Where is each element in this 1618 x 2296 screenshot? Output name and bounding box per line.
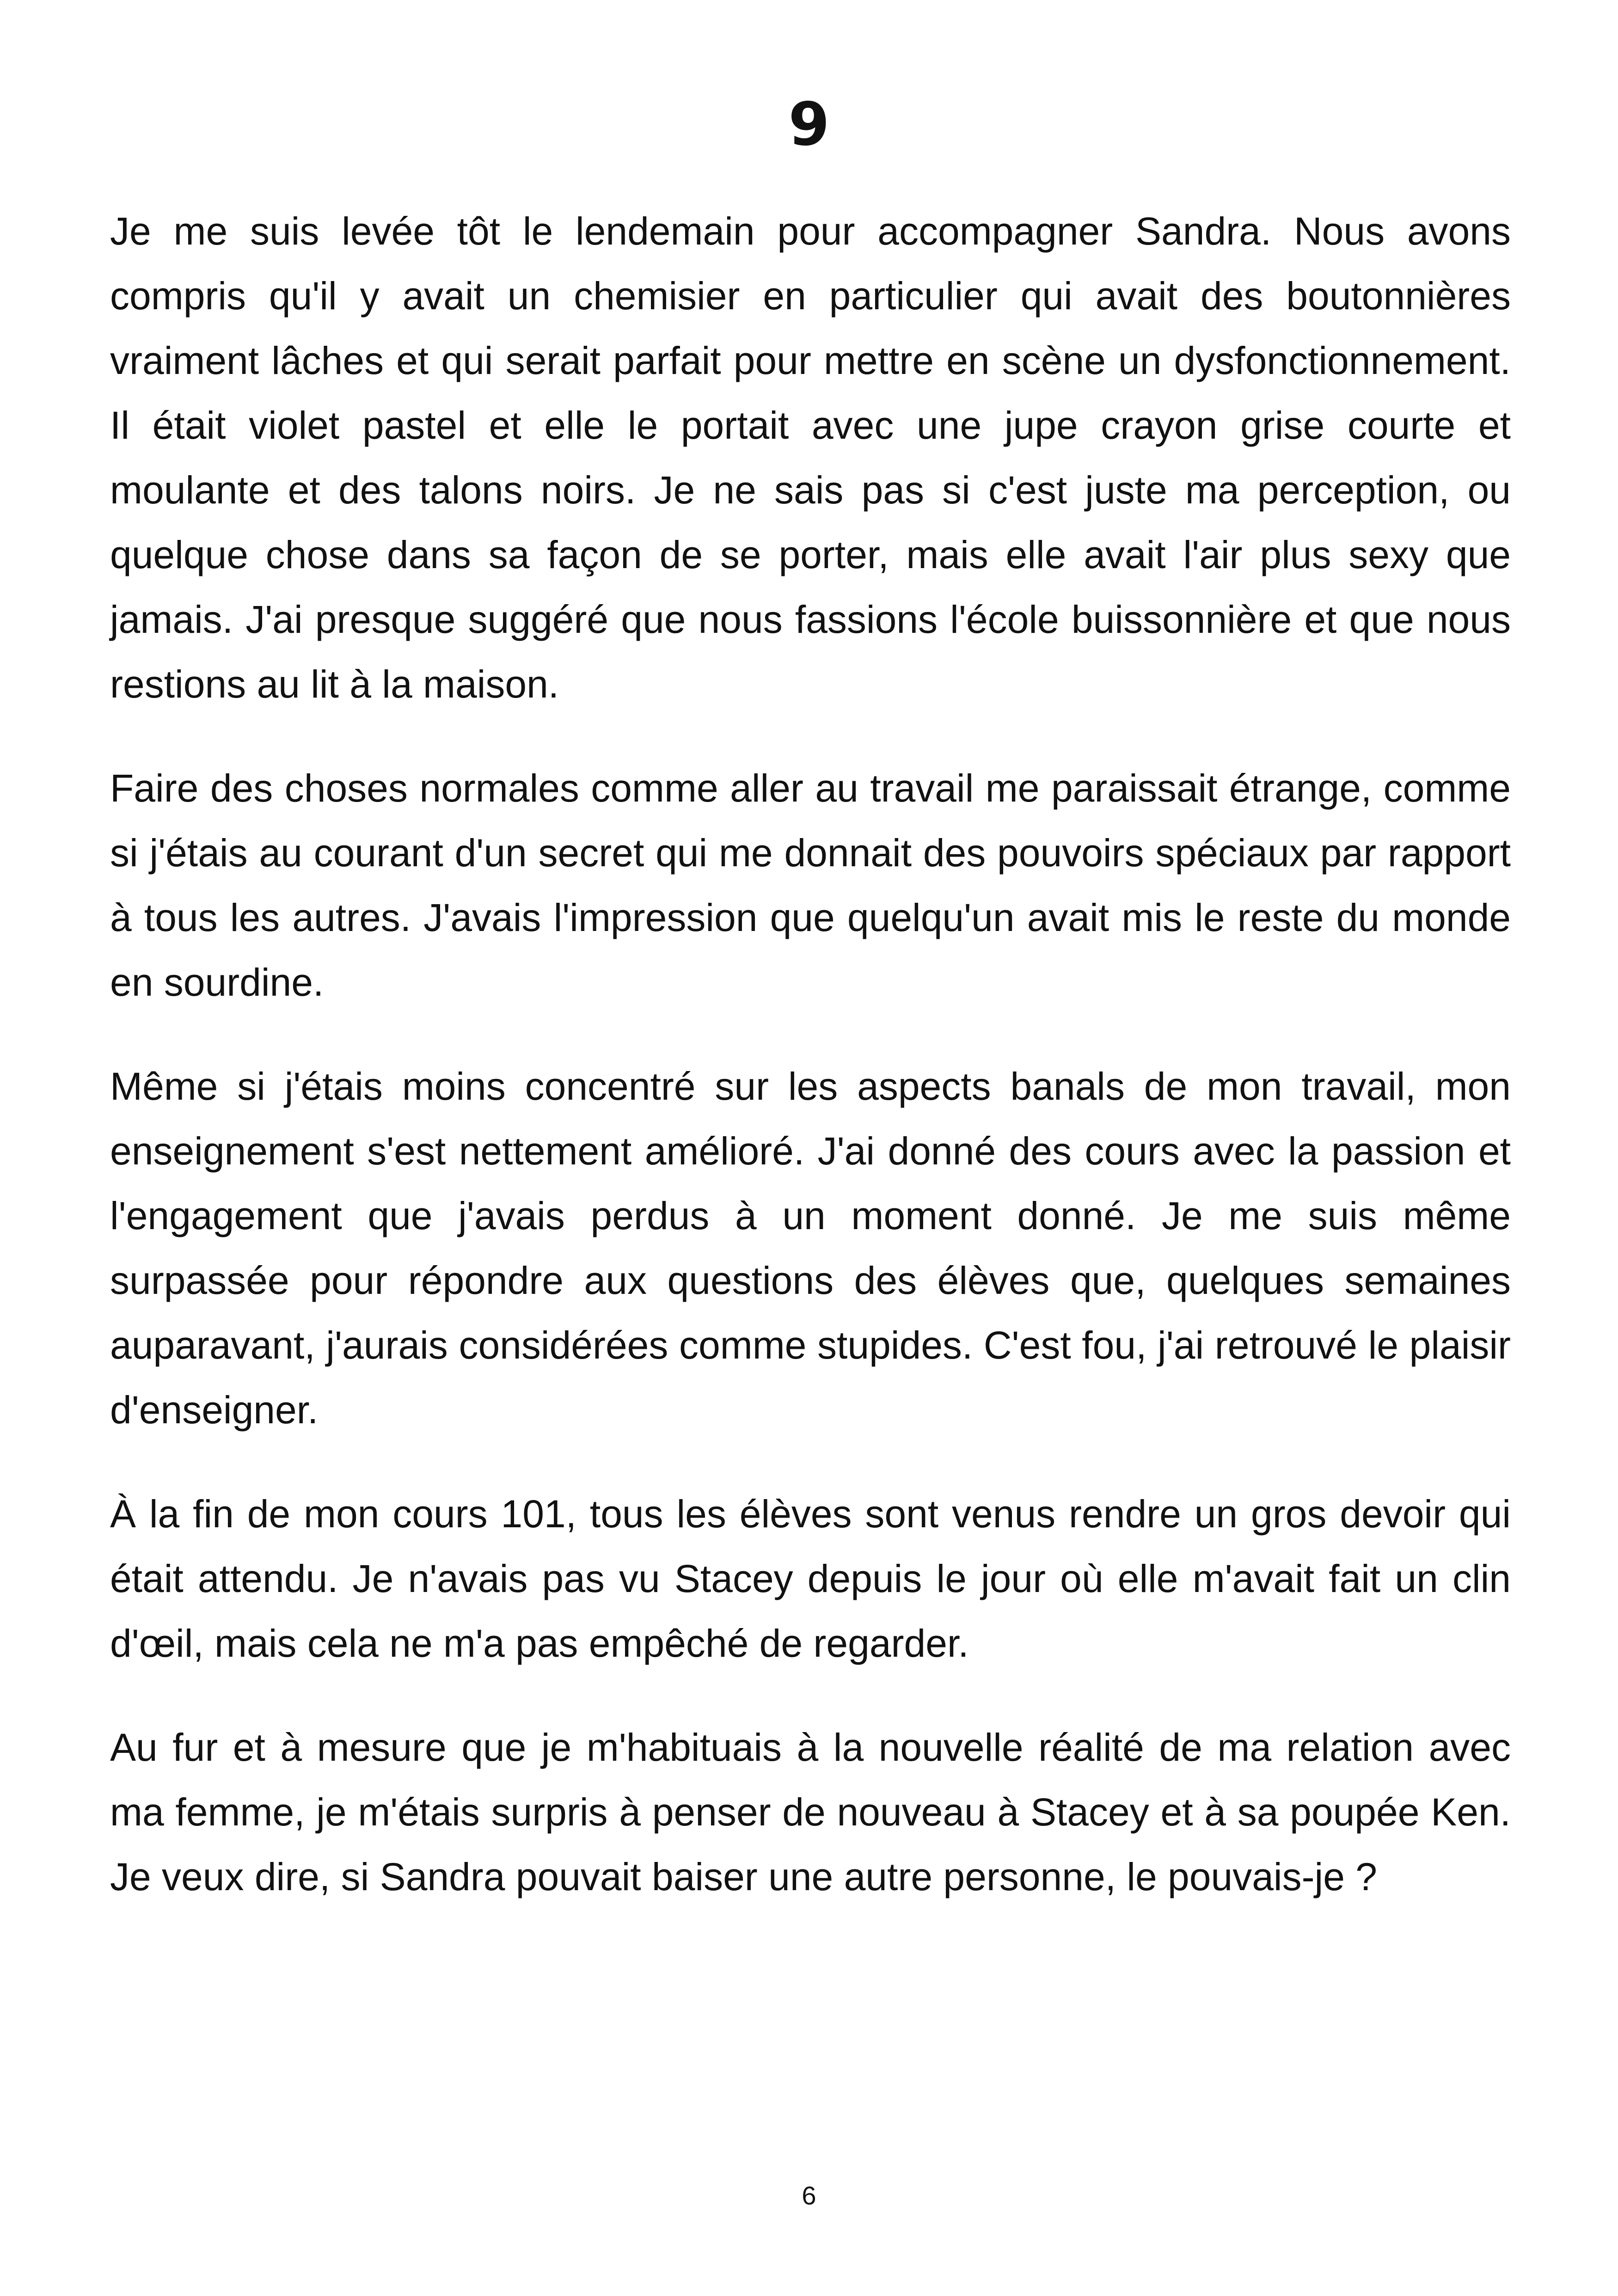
paragraph-2: Faire des choses normales comme aller au travail me paraissait étrange, comme si j'étais au courant d'un secret qui me donnait des pouvoirs spéciaux par rapport à tous les autres. J'avais l'impression que quelqu'un avait mis le reste du monde en sourdine. <box>110 766 1511 1004</box>
page-number: 6 <box>802 2181 816 2210</box>
paragraph-1: Je me suis levée tôt le lendemain pour accompagner Sandra. Nous avons compris qu'il y avait un chemisier en particulier qui avait des boutonnières vraiment lâches et qui serait parfait pour mettre en scène un dysfonctionnement. Il était violet pastel et elle le portait avec une jupe crayon grise courte et moulante et des talons noirs. Je ne sais pas si c'est juste ma perception, ou quelque chose dans sa façon de se porter, mais elle avait l'air plus sexy que jamais. J'ai presque suggéré que nous fassions l'école buissonnière et que nous restions au lit à la maison. <box>110 209 1511 706</box>
paragraph-5: Au fur et à mesure que je m'habituais à la nouvelle réalité de ma relation avec ma femme, je m'étais surpris à penser de nouveau à Stacey et à sa poupée Ken. Je veux dire, si Sandra pouvait baiser une autre personne, le pouvais-je ? <box>110 1726 1511 1898</box>
paragraph-4: À la fin de mon cours 101, tous les élèves sont venus rendre un gros devoir qui était attendu. Je n'avais pas vu Stacey depuis le jour où elle m'avait fait un clin d'œil, mais cela ne m'a pas empêché de regarder. <box>110 1492 1511 1665</box>
chapter-number: 9 <box>788 90 830 159</box>
chapter-body <box>110 199 1511 1948</box>
paragraph-3: Même si j'étais moins concentré sur les aspects banals de mon travail, mon enseignement s'est nettement amélioré. J'ai donné des cours avec la passion et l'engagement que j'avais perdus à un moment donné. Je me suis même surpassée pour répondre aux questions des élèves que, quelques semaines auparavant, j'aurais considérées comme stupides. C'est fou, j'ai retrouvé le plaisir d'enseigner. <box>110 1065 1511 1432</box>
